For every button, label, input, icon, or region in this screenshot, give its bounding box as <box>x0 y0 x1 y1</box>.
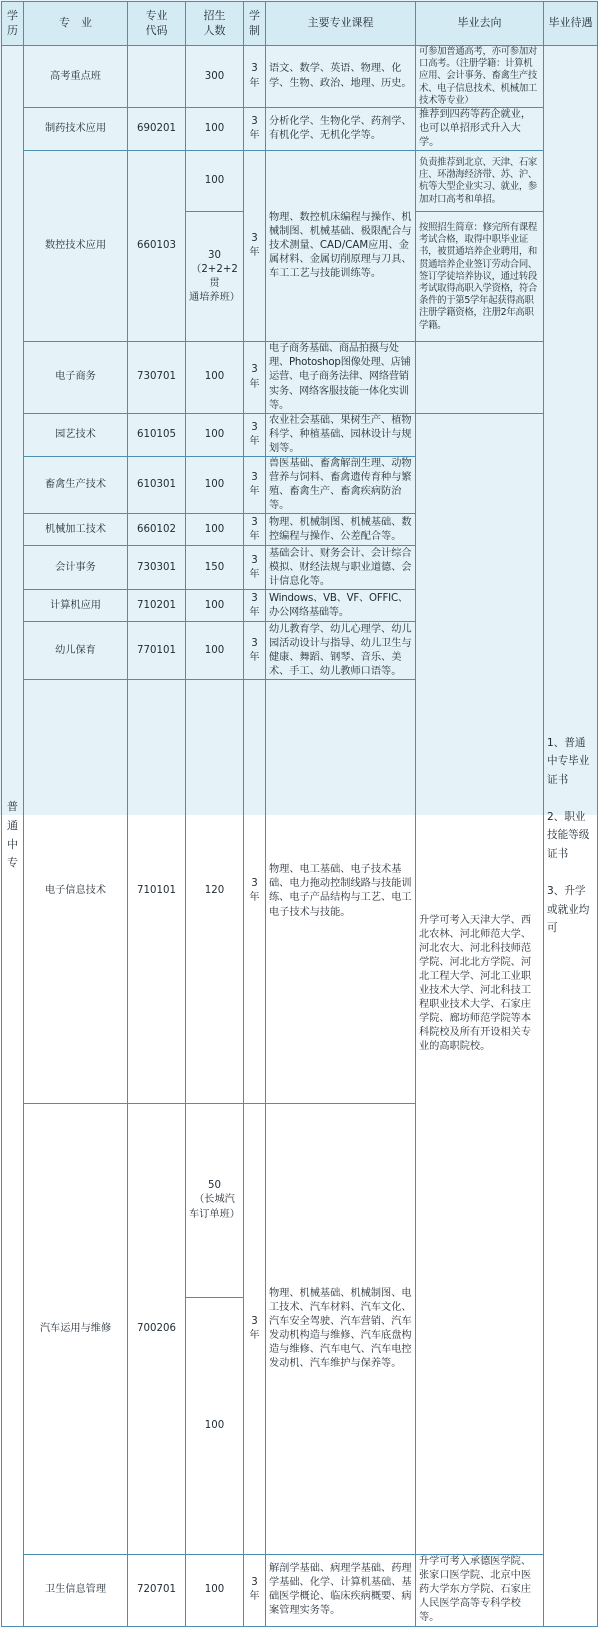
major-name: 幼儿保育 <box>24 622 128 680</box>
courses: 农业社会基础、果树生产、植物科学、种植基础、园林设计与规划等。 <box>266 413 416 456</box>
years: 3年 <box>244 108 266 151</box>
major-code: 660103 <box>128 151 186 342</box>
courses: 物理、电工基础、电子技术基础、电力拖动控制线路与技能训练、电子产品结构与工艺、电工电子技术与技能。 <box>266 680 416 1103</box>
level-char: 中 <box>7 837 18 851</box>
header-destination: 毕业去向 <box>416 2 544 46</box>
major-code: 690201 <box>128 108 186 151</box>
destination: 升学可考入承德医学院、张家口医学院、北京中医药大学东方学院、石家庄人民医学高等专科学校等。 <box>416 1555 544 1626</box>
destination: 可参加普通高考，亦可参加对口高考。（注册学籍：计算机应用、会计事务、畜禽生产技术、电子信息技术、机械加工技术等专业） <box>416 46 544 108</box>
level-cell <box>2 46 24 1627</box>
major-name: 会计事务 <box>24 546 128 590</box>
destination-empty <box>416 342 544 413</box>
table-row <box>2 108 598 151</box>
courses: 分析化学、生物化学、药剂学、有机化学、无机化学等。 <box>266 108 416 151</box>
courses: 基础会计、财务会计、会计综合模拟、财经法规与职业道德、会计信息化等。 <box>266 546 416 590</box>
header-years: 学 制 <box>244 2 266 46</box>
enroll-count: 100 <box>186 622 244 680</box>
years: 3年 <box>244 546 266 590</box>
years: 3年 <box>244 680 266 1103</box>
courses: Windows、VB、VF、OFFIC、办公网络基础等。 <box>266 590 416 622</box>
major-name: 园艺技术 <box>24 413 128 456</box>
courses: 电子商务基础、商品拍摄与处理、Photoshop图像处理、店铺运营、电子商务法律、网络营销实务、网络客服技能一体化实训等。 <box>266 342 416 413</box>
major-name: 制药技术应用 <box>24 108 128 151</box>
enroll-count: 100 <box>186 151 244 212</box>
courses: 幼儿教育学、幼儿心理学、幼儿园活动设计与指导、幼儿卫生与健康、舞蹈、钢琴、音乐、美术、手工、幼儿教师口语等。 <box>266 622 416 680</box>
major-code: 610105 <box>128 413 186 456</box>
major-name: 电子信息技术 <box>24 680 128 1103</box>
table-row <box>2 342 598 413</box>
header-code: 专业 代码 <box>128 2 186 46</box>
header-row <box>2 2 598 46</box>
enroll-count: 100 <box>186 1298 244 1555</box>
level-char: 通 <box>7 819 18 833</box>
major-code: 770101 <box>128 622 186 680</box>
major-name: 计算机应用 <box>24 590 128 622</box>
major-code: 710201 <box>128 590 186 622</box>
enroll-count: 100 <box>186 514 244 546</box>
major-code: 610301 <box>128 456 186 513</box>
major-name: 畜禽生产技术 <box>24 456 128 513</box>
courses: 物理、数控机床编程与操作、机械制图、机械基础、极限配合与技术测量、CAD/CAM应用、金属材料、金属切削原理与刀具、车工工艺与技能训练等。 <box>266 151 416 342</box>
years: 3年 <box>244 1555 266 1626</box>
header-benefits: 毕业待遇 <box>544 2 598 46</box>
destination: 负责推荐到北京、天津、石家庄、环渤海经济带、苏、沪、杭等大型企业实习、就业，参加对口高考和单招。 <box>416 151 544 212</box>
enroll-count: 100 <box>186 413 244 456</box>
major-code: 730701 <box>128 342 186 413</box>
header-courses: 主要专业课程 <box>266 2 416 46</box>
years: 3年 <box>244 342 266 413</box>
graduation-benefits: 1、普通中专毕业证书 2、职业技能等级证书 3、升学或就业均可 <box>544 46 598 1627</box>
major-name: 电子商务 <box>24 342 128 413</box>
major-code: 700206 <box>128 1103 186 1555</box>
table-row <box>2 1555 598 1626</box>
enroll-count: 300 <box>186 46 244 108</box>
header-major: 专 业 <box>24 2 128 46</box>
courses: 兽医基础、畜禽解剖生理、动物营养与饲料、畜禽遗传育种与繁殖、畜禽生产、畜禽疾病防治等。 <box>266 456 416 513</box>
years: 3年 <box>244 46 266 108</box>
years: 3年 <box>244 456 266 513</box>
courses: 语文、数学、英语、物理、化学、生物、政治、地理、历史。 <box>266 46 416 108</box>
destination: 按照招生简章：修完所有课程考试合格，取得中职毕业证书，被贯通培养企业聘用，和贯通培养企业签订劳动合同、签订学徒培养协议，通过转段考试取得高职入学资格，符合条件的于第5学年起获得高职注册学籍资格，注册2年高职学籍。 <box>416 212 544 342</box>
table-row <box>2 413 598 456</box>
courses: 物理、机械制图、机械基础、数控编程与操作、公差配合等。 <box>266 514 416 546</box>
major-name: 高考重点班 <box>24 46 128 108</box>
courses: 物理、机械基础、机械制图、电工技术、汽车材料、汽车文化、汽车安全驾驶、汽车营销、汽车发动机构造与维修、汽车底盘构造与维修、汽车电气、汽车电控发动机、汽车维护与保养等。 <box>266 1103 416 1555</box>
major-code: 710101 <box>128 680 186 1103</box>
major-name: 汽车运用与维修 <box>24 1103 128 1555</box>
years: 3年 <box>244 151 266 342</box>
enroll-count: 30 （2+2+2贯 通培养班） <box>186 212 244 342</box>
enroll-count: 150 <box>186 546 244 590</box>
enroll-count: 100 <box>186 108 244 151</box>
years: 3年 <box>244 590 266 622</box>
courses: 解剖学基础、病理学基础、药理学基础、化学、计算机基础、基础医学概论、临床疾病概要、病案管理实务等。 <box>266 1555 416 1626</box>
years: 3年 <box>244 622 266 680</box>
years: 3年 <box>244 413 266 456</box>
level-char: 普 <box>7 800 18 814</box>
major-name: 卫生信息管理 <box>24 1555 128 1626</box>
destination: 推荐到四药等药企就业，也可以单招形式升入大学。 <box>416 108 544 151</box>
years: 3年 <box>244 514 266 546</box>
shared-destination: 升学可考入天津大学、西北农林、河北师范大学、河北农大、河北科技师范学院、河北北方学院、河北工程大学、河北工业职业技术大学、河北科技工程职业技术大学、石家庄学院、廊坊师范学院等本科院校及所有开设相关专业的高职院校。 <box>416 413 544 1554</box>
enroll-count: 100 <box>186 342 244 413</box>
enroll-count: 100 <box>186 590 244 622</box>
major-code: 720701 <box>128 1555 186 1626</box>
enroll-count: 50 （长城汽 车订单班） <box>186 1103 244 1298</box>
table-row <box>2 151 598 212</box>
level-char: 专 <box>7 856 18 870</box>
enroll-count: 100 <box>186 1555 244 1626</box>
enroll-count: 100 <box>186 456 244 513</box>
major-code <box>128 46 186 108</box>
table-row <box>2 46 598 108</box>
header-level: 学 历 <box>2 2 24 46</box>
header-enroll: 招生 人数 <box>186 2 244 46</box>
major-name: 机械加工技术 <box>24 514 128 546</box>
years: 3年 <box>244 1103 266 1555</box>
major-name: 数控技术应用 <box>24 151 128 342</box>
program-table <box>1 1 598 1627</box>
major-code: 660102 <box>128 514 186 546</box>
enroll-count: 120 <box>186 680 244 1103</box>
major-code: 730301 <box>128 546 186 590</box>
